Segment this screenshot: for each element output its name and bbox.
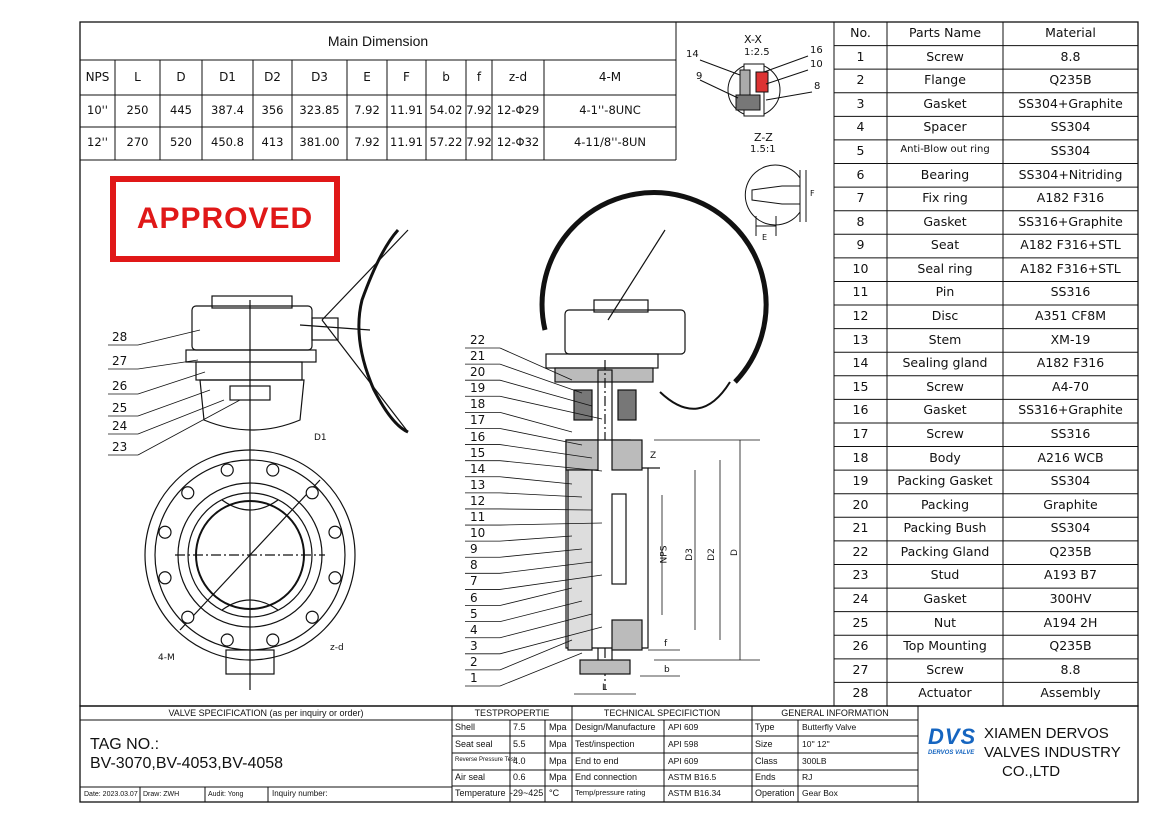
parts-cell: SS304 [1050,119,1091,135]
parts-cell: 7 [856,190,865,206]
section-callout: 4 [470,622,478,637]
front-view-callout: 27 [112,354,128,368]
parts-cell: A4-70 [1052,378,1089,394]
section-callout: 6 [470,590,478,605]
valve-spec-title: VALVE SPECIFICATION (as per inquiry or order) [168,708,364,718]
section-callout: 20 [470,365,486,380]
callout-leader [500,348,572,380]
parts-cell: Q235B [1049,543,1092,559]
parts-cell: Top Mounting [903,638,987,654]
parts-cell: SS304 [1050,142,1091,158]
date-field: Date: 2023.03.07 [84,791,138,798]
bolt-hole [267,634,279,646]
parts-cell: A193 B7 [1044,567,1097,583]
callout-leader [138,390,210,416]
parts-cell: 1 [856,48,865,64]
dimension-cell: 270 [126,135,149,149]
test-property-unit: Mpa [549,722,567,732]
parts-cell: 28 [852,685,869,701]
parts-cell: Screw [926,48,964,64]
parts-cell: 5 [856,142,865,158]
detail-xx-label: X-X [744,33,762,46]
section-callout: 19 [470,381,486,396]
parts-cell: Bearing [920,166,970,182]
parts-cell: 24 [852,591,869,607]
parts-cell: Packing [920,496,970,512]
callout-leader [500,477,572,484]
front-view-callout: 26 [112,379,128,393]
dimension-cell: 4-11/8''-8UN [573,135,647,149]
logo-mark: DVS [928,724,977,749]
callout-leader [500,428,582,445]
parts-cell: SS316 [1050,425,1091,441]
parts-cell: 23 [852,567,869,583]
parts-cell: Stem [928,331,962,347]
dimension-cell: 356 [261,103,284,117]
test-property-unit: Mpa [549,739,567,749]
l-dim-label: L [602,683,608,693]
b-dim-label: b [664,665,670,675]
four-m-label: 4-M [158,653,175,663]
company-name-line1: XIAMEN DERVOS [984,725,1109,742]
callout-leader [138,400,240,455]
parts-cell: 13 [852,331,869,347]
technical-spec-value: API 598 [668,739,699,749]
dimension-header-cell: D1 [219,70,236,84]
general-info-value: Gear Box [802,788,838,798]
parts-cell: 14 [852,355,869,371]
parts-cell: 19 [852,473,869,489]
technical-spec-name: Temp/pressure rating [575,788,646,797]
dimension-header-cell: b [442,70,450,84]
section-callout: 22 [470,333,486,347]
tag-label: TAG NO.: [90,736,160,753]
test-property-unit: °C [549,788,560,798]
parts-cell: Flange [924,72,966,88]
front-view-callout: 24 [112,419,128,433]
detail-xx-callout: 8 [814,81,821,92]
parts-cell: 15 [852,378,869,394]
detail-xx-view [700,56,812,116]
detail-zz-dim-e: E [762,233,768,242]
parts-cell: Packing Gasket [897,473,993,489]
f-dim-label: f [664,639,668,649]
dimension-cell: 7.92 [466,135,492,149]
section-callout: 12 [470,493,486,508]
parts-cell: Screw [926,425,964,441]
section-callout: 21 [470,349,486,364]
dimension-cell: 387.4 [211,103,244,117]
dimension-cell: 323.85 [299,103,340,117]
test-property-value: 7.5 [513,722,526,732]
parts-cell: Disc [931,308,959,324]
parts-cell: 11 [852,284,869,300]
parts-cell: Pin [935,284,955,300]
section-callout: 14 [470,461,486,476]
dimension-cell: 7.92 [466,103,492,117]
parts-cell: Gasket [923,402,967,418]
dimension-cell: 12-Φ32 [496,135,540,149]
dimension-cell: 7.92 [354,135,380,149]
bolt-hole [329,572,341,584]
detail-xx-callout: 10 [810,59,823,70]
general-info-title: GENERAL INFORMATION [781,708,889,718]
technical-spec-title: TECHNICAL SPECIFICTION [603,708,721,718]
parts-cell: Screw [926,378,964,394]
test-property-name: Temperature [455,788,506,798]
dimension-header-cell: NPS [85,70,110,84]
test-property-unit: Mpa [549,756,567,766]
dimension-cell: 54.02 [429,103,463,117]
parts-cell: A182 F316 [1036,190,1105,206]
parts-cell: Stud [930,567,960,583]
detail-xx-scale: 1:2.5 [744,47,770,58]
test-property-unit: Mpa [549,772,567,782]
dimension-cell: 4-1''-8UNC [579,103,641,117]
callout-leader [500,588,572,606]
test-property-name: Shell [455,722,476,732]
detail-xx-callout: 14 [686,49,699,60]
parts-cell: 20 [852,496,869,512]
parts-cell: 21 [852,520,869,536]
technical-spec-name: Design/Manufacture [575,722,656,732]
callout-leader [500,653,582,686]
parts-cell: Assembly [1040,685,1101,701]
dimension-cell: 57.22 [429,135,463,149]
parts-cell: Anti-Blow out ring [900,143,990,155]
dimension-header-cell: L [134,70,141,84]
front-view-callout: 28 [112,330,128,344]
parts-cell: SS316 [1050,284,1091,300]
parts-cell: A182 F316+STL [1020,260,1121,276]
technical-spec-name: End to end [575,756,619,766]
parts-cell: Body [929,449,961,465]
parts-header-cell: Material [1045,25,1096,40]
section-callout: 11 [470,510,486,525]
test-properties-title: TESTPROPERTIE [474,708,550,718]
parts-cell: 2 [856,72,865,88]
d3-dim-label: D3 [684,548,695,561]
dimension-header-cell: 4-M [598,70,622,84]
technical-spec-value: API 609 [668,756,699,766]
parts-cell: XM-19 [1050,331,1091,347]
parts-cell: 6 [856,166,865,182]
draw-field: Draw: ZWH [143,791,180,798]
parts-cell: 27 [852,661,869,677]
dimension-header-cell: E [363,70,371,84]
parts-cell: Graphite [1043,496,1098,512]
nps-dim-label: NPS [659,545,670,564]
dimension-header-cell: f [476,70,482,84]
general-info-name: Type [755,722,775,732]
technical-spec-value: ASTM B16.34 [668,788,721,798]
bolt-hole [267,464,279,476]
parts-cell: Sealing gland [902,355,988,371]
dimension-cell: 12-Φ29 [496,103,540,117]
callout-leader [138,360,198,369]
front-view-callout: 25 [112,401,128,415]
bolt-hole [329,526,341,538]
d-dim-label: D [729,549,740,556]
bolt-hole [221,464,233,476]
detail-zz-label: Z-Z [754,131,773,144]
inquiry-field: Inquiry number: [272,789,328,798]
technical-spec-value: API 609 [668,722,699,732]
company-name-line2: VALVES INDUSTRY [984,744,1121,761]
parts-cell: SS304+Graphite [1018,95,1123,111]
detail-zz-dim-f: F [810,189,815,198]
parts-cell: 12 [852,308,869,324]
parts-cell: Screw [926,661,964,677]
general-info-name: Size [755,739,773,749]
z-mark-label: Z [650,451,657,461]
parts-cell: 10 [852,260,869,276]
parts-header-cell: No. [850,25,871,40]
parts-cell: A182 F316 [1036,355,1105,371]
parts-cell: 8.8 [1060,661,1081,677]
parts-cell: Gasket [923,95,967,111]
bolt-hole [159,526,171,538]
audit-field: Audit: Yong [208,791,244,798]
callout-leader [500,412,572,432]
parts-cell: Q235B [1049,72,1092,88]
section-view [542,193,766,694]
parts-cell: 9 [856,237,865,253]
approved-stamp: APPROVED [110,176,340,262]
parts-cell: Gasket [923,591,967,607]
section-callout: 9 [470,542,478,557]
bolt-hole [159,572,171,584]
general-info-value: RJ [802,772,813,782]
general-info-name: Operation [755,788,795,798]
dimension-cell: 11.91 [390,103,423,117]
section-callout: 2 [470,654,478,669]
parts-cell: Spacer [923,119,967,135]
parts-cell: 17 [852,425,869,441]
parts-cell: A194 2H [1043,614,1098,630]
section-callout: 7 [470,574,478,589]
detail-xx-callout: 9 [696,71,703,82]
dimension-cell: 12'' [87,135,108,149]
detail-zz-scale: 1.5:1 [750,144,776,155]
dimension-cell: 10'' [87,103,108,117]
general-info-value: 300LB [802,756,827,766]
company-logo [928,724,984,756]
front-view-callout: 23 [112,440,128,454]
section-callout: 5 [470,606,478,621]
general-info-name: Ends [755,772,776,782]
dimension-cell: 11.91 [390,135,423,149]
technical-spec-name: Test/inspection [575,739,635,749]
callout-leader [138,330,200,345]
section-callout: 10 [470,526,486,541]
test-property-value: 5.5 [513,739,526,749]
company-name-line3: CO.,LTD [1002,763,1061,780]
general-info-value: 10'' 12'' [802,739,830,749]
section-callout: 16 [470,429,486,444]
bolt-hole [306,487,318,499]
dimension-header-cell: D [176,70,186,84]
test-property-value: 0.6 [513,772,526,782]
technical-spec-name: End connection [575,772,638,782]
callout-leader [500,536,572,541]
section-callout: 8 [470,558,478,573]
parts-cell: Nut [933,614,957,630]
z-d-label: z-d [330,643,344,653]
parts-cell: 25 [852,614,869,630]
parts-cell: Actuator [918,685,972,701]
parts-cell: 3 [856,95,865,111]
dimension-cell: 520 [170,135,192,149]
parts-cell: 4 [856,119,865,135]
section-callout: 17 [470,413,486,428]
test-property-name: Seat seal [455,739,493,749]
parts-header-cell: Parts Name [908,25,982,40]
logo-subtext: DERVOS VALVE [928,750,975,756]
bolt-hole [221,634,233,646]
parts-cell: 22 [852,543,869,559]
parts-cell: SS304+Nitriding [1018,166,1123,182]
parts-cell: Packing Bush [903,520,987,536]
parts-cell: SS304 [1050,473,1091,489]
general-info-name: Class [755,756,778,766]
parts-cell: Seal ring [917,260,973,276]
parts-cell: SS316+Graphite [1018,213,1123,229]
dimension-cell: 250 [126,103,149,117]
callout-leader [138,372,205,394]
bolt-hole [182,487,194,499]
section-callout: 13 [470,477,486,492]
dimension-cell: 445 [170,103,192,117]
parts-cell: Q235B [1049,638,1092,654]
detail-zz-view [745,165,806,236]
dimension-header-cell: D2 [264,70,281,84]
detail-xx-callout: 16 [810,45,823,56]
d2-dim-label: D2 [706,548,717,561]
test-property-value: -29~425 [510,788,544,798]
section-callout: 1 [470,671,478,685]
dimension-cell: 450.8 [211,135,244,149]
parts-cell: Packing Gland [900,543,990,559]
parts-cell: A351 CF8M [1034,308,1107,324]
section-callout: 3 [470,638,478,653]
parts-cell: Fix ring [922,190,968,206]
dimension-header-cell: F [403,70,410,84]
section-callout: 15 [470,445,486,460]
parts-cell: 8.8 [1060,48,1081,64]
callout-leader [138,400,224,434]
parts-cell: A182 F316+STL [1020,237,1121,253]
parts-cell: 300HV [1049,591,1092,607]
general-info-value: Butterfly Valve [802,722,857,732]
d1-label: D1 [314,433,327,443]
dimension-cell: 7.92 [354,103,380,117]
parts-cell: 8 [856,213,865,229]
parts-cell: A216 WCB [1037,449,1104,465]
tag-value: BV-3070,BV-4053,BV-4058 [90,755,284,772]
dimension-cell: 413 [261,135,284,149]
test-property-name: Reverse Pressure Test [455,757,516,763]
dimension-header-cell: D3 [311,70,328,84]
parts-cell: SS316+Graphite [1018,402,1123,418]
bolt-hole [306,611,318,623]
main-dimension-title: Main Dimension [327,33,429,49]
parts-cell: 16 [852,402,869,418]
parts-cell: 26 [852,638,869,654]
parts-cell: Gasket [923,213,967,229]
dimension-cell: 381.00 [299,135,340,149]
test-property-value: 4.0 [513,756,526,766]
parts-cell: SS304 [1050,520,1091,536]
section-callout: 18 [470,397,486,412]
parts-cell: Seat [930,237,960,253]
technical-spec-value: ASTM B16.5 [668,772,717,782]
dimension-header-cell: z-d [508,70,528,84]
bolt-hole [182,611,194,623]
test-property-name: Air seal [455,772,486,782]
parts-cell: 18 [852,449,869,465]
